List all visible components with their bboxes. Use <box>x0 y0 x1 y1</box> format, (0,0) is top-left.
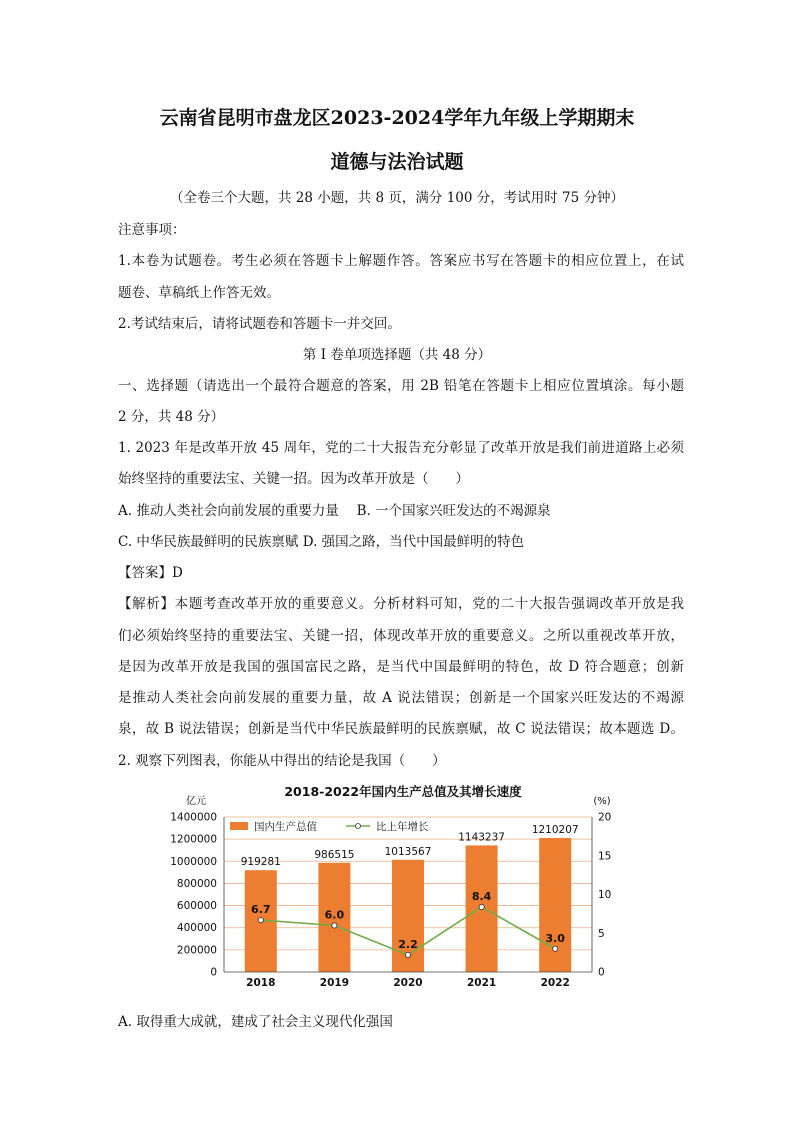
growth-value-label: 3.0 <box>545 931 565 945</box>
x-axis-tick-label: 2018 <box>246 977 276 989</box>
growth-point <box>553 946 558 951</box>
bar-value-label: 919281 <box>240 856 281 869</box>
growth-value-label: 6.0 <box>324 908 345 922</box>
note-1-line-2: 题卷、草稿纸上作答无效。 <box>118 285 280 301</box>
right-axis-tick-label: 20 <box>598 811 612 824</box>
growth-point <box>405 952 410 957</box>
note-1-line-1: 1.本卷为试题卷。考生必须在答题卡上解题作答。答案应书写在答题卡的相应位置上，在试 <box>118 253 684 269</box>
part1-instruction-line-2: 2 分，共 48 分） <box>118 409 225 425</box>
question-1-analysis-line-1: 【解析】本题考查改革开放的重要意义。分析材料可知，党的二十大报告强调改革开放是我 <box>118 596 684 612</box>
gdp-chart <box>170 778 630 996</box>
question-1-analysis-line-3: 是因为改革开放是我国的强国富民之路，是当代中国最鲜明的特色，故 D 符合题意；创新 <box>118 659 684 675</box>
growth-value-label: 2.2 <box>398 937 418 951</box>
bar-value-label: 1210207 <box>531 824 579 837</box>
right-axis-tick-label: 0 <box>598 966 605 979</box>
chart-title: 2018-2022年国内生产总值及其增长速度 <box>284 784 522 799</box>
right-axis-tick-label: 5 <box>598 927 605 940</box>
x-axis-tick-label: 2019 <box>319 977 350 989</box>
bar-gdp-2022 <box>539 838 571 972</box>
left-axis-unit: 亿元 <box>186 796 206 807</box>
right-axis-unit: (%) <box>593 796 611 807</box>
growth-value-label: 6.7 <box>251 903 271 917</box>
note-2: 2.考试结束后，请将试题卷和答题卡一并交回。 <box>118 316 401 332</box>
question-1-options-cd: C. 中华民族最鲜明的民族禀赋 D. 强国之路，当代中国最鲜明的特色 <box>118 534 525 550</box>
question-2-stem: 2. 观察下列图表，你能从中得出的结论是我国（ ） <box>118 753 446 769</box>
left-axis-tick-label: 400000 <box>176 922 217 935</box>
left-axis-tick-label: 0 <box>210 966 217 979</box>
question-1-analysis-line-4: 是推动人类社会向前发展的重要力量，故 A 说法错误；创新是一个国家兴旺发达的不竭源 <box>118 690 684 706</box>
question-1-answer: 【答案】D <box>118 565 183 581</box>
growth-value-label: 8.4 <box>471 889 492 903</box>
question-1-line-2: 始终坚持的重要法宝、关键一招。因为改革开放是（ ） <box>118 471 469 487</box>
section-title: 第 I 卷单项选择题（共 48 分） <box>302 347 492 363</box>
right-axis-tick-label: 10 <box>598 889 612 901</box>
left-axis-tick-label: 200000 <box>176 944 217 957</box>
legend-label-growth: 比上年增长 <box>376 821 429 833</box>
notes-heading: 注意事项： <box>118 222 186 238</box>
legend-label-gdp: 国内生产总值 <box>254 821 317 833</box>
question-2-option-a: A. 取得重大成就，建成了社会主义现代化强国 <box>118 1014 393 1030</box>
left-axis-tick-label: 1200000 <box>170 833 217 846</box>
bar-value-label: 1013567 <box>384 845 432 858</box>
bar-value-label: 986515 <box>314 848 355 861</box>
part1-instruction-line-1: 一、选择题（请选出一个最符合题意的答案，用 2B 铅笔在答题卡上相应位置填涂。每小题 <box>118 378 684 394</box>
chart-legend <box>230 820 429 833</box>
exam-subtitle: 道德与法治试题 <box>330 151 464 173</box>
growth-point <box>479 904 484 909</box>
right-axis-tick-label: 15 <box>598 850 612 863</box>
x-axis-tick-label: 2020 <box>393 977 423 989</box>
legend-swatch-gdp <box>230 822 248 830</box>
bar-value-label: 1143237 <box>458 831 505 844</box>
question-1-options-ab: A. 推动人类社会向前发展的重要力量 B. 一个国家兴旺发达的不竭源泉 <box>118 503 551 519</box>
growth-point <box>258 917 263 922</box>
exam-title: 云南省昆明市盘龙区2023-2024学年九年级上学期期末 <box>159 107 635 129</box>
growth-point <box>332 923 337 928</box>
x-axis-tick-label: 2022 <box>540 977 570 989</box>
question-1-line-1: 1. 2023 年是改革开放 45 周年，党的二十大报告充分彰显了改革开放是我们前进道路上必须 <box>118 440 684 456</box>
left-axis-tick-label: 1000000 <box>170 855 217 868</box>
question-1-analysis-line-2: 们必须始终坚持的重要法宝、关键一招，体现改革开放的重要意义。之所以重视改革开放， <box>118 628 684 644</box>
question-1-analysis-line-5: 泉，故 B 说法错误；创新是当代中华民族最鲜明的民族禀赋，故 C 说法错误；故本题选 D。 <box>118 721 684 737</box>
x-axis-tick-label: 2021 <box>466 977 497 989</box>
left-axis-tick-label: 1400000 <box>170 811 217 824</box>
legend-swatch-growth-marker <box>356 824 361 829</box>
left-axis-tick-label: 600000 <box>176 900 217 913</box>
left-axis-tick-label: 800000 <box>176 877 217 890</box>
exam-info: （全卷三个大题，共 28 小题，共 8 页，满分 100 分，考试用时 75 分钟） <box>169 190 625 206</box>
